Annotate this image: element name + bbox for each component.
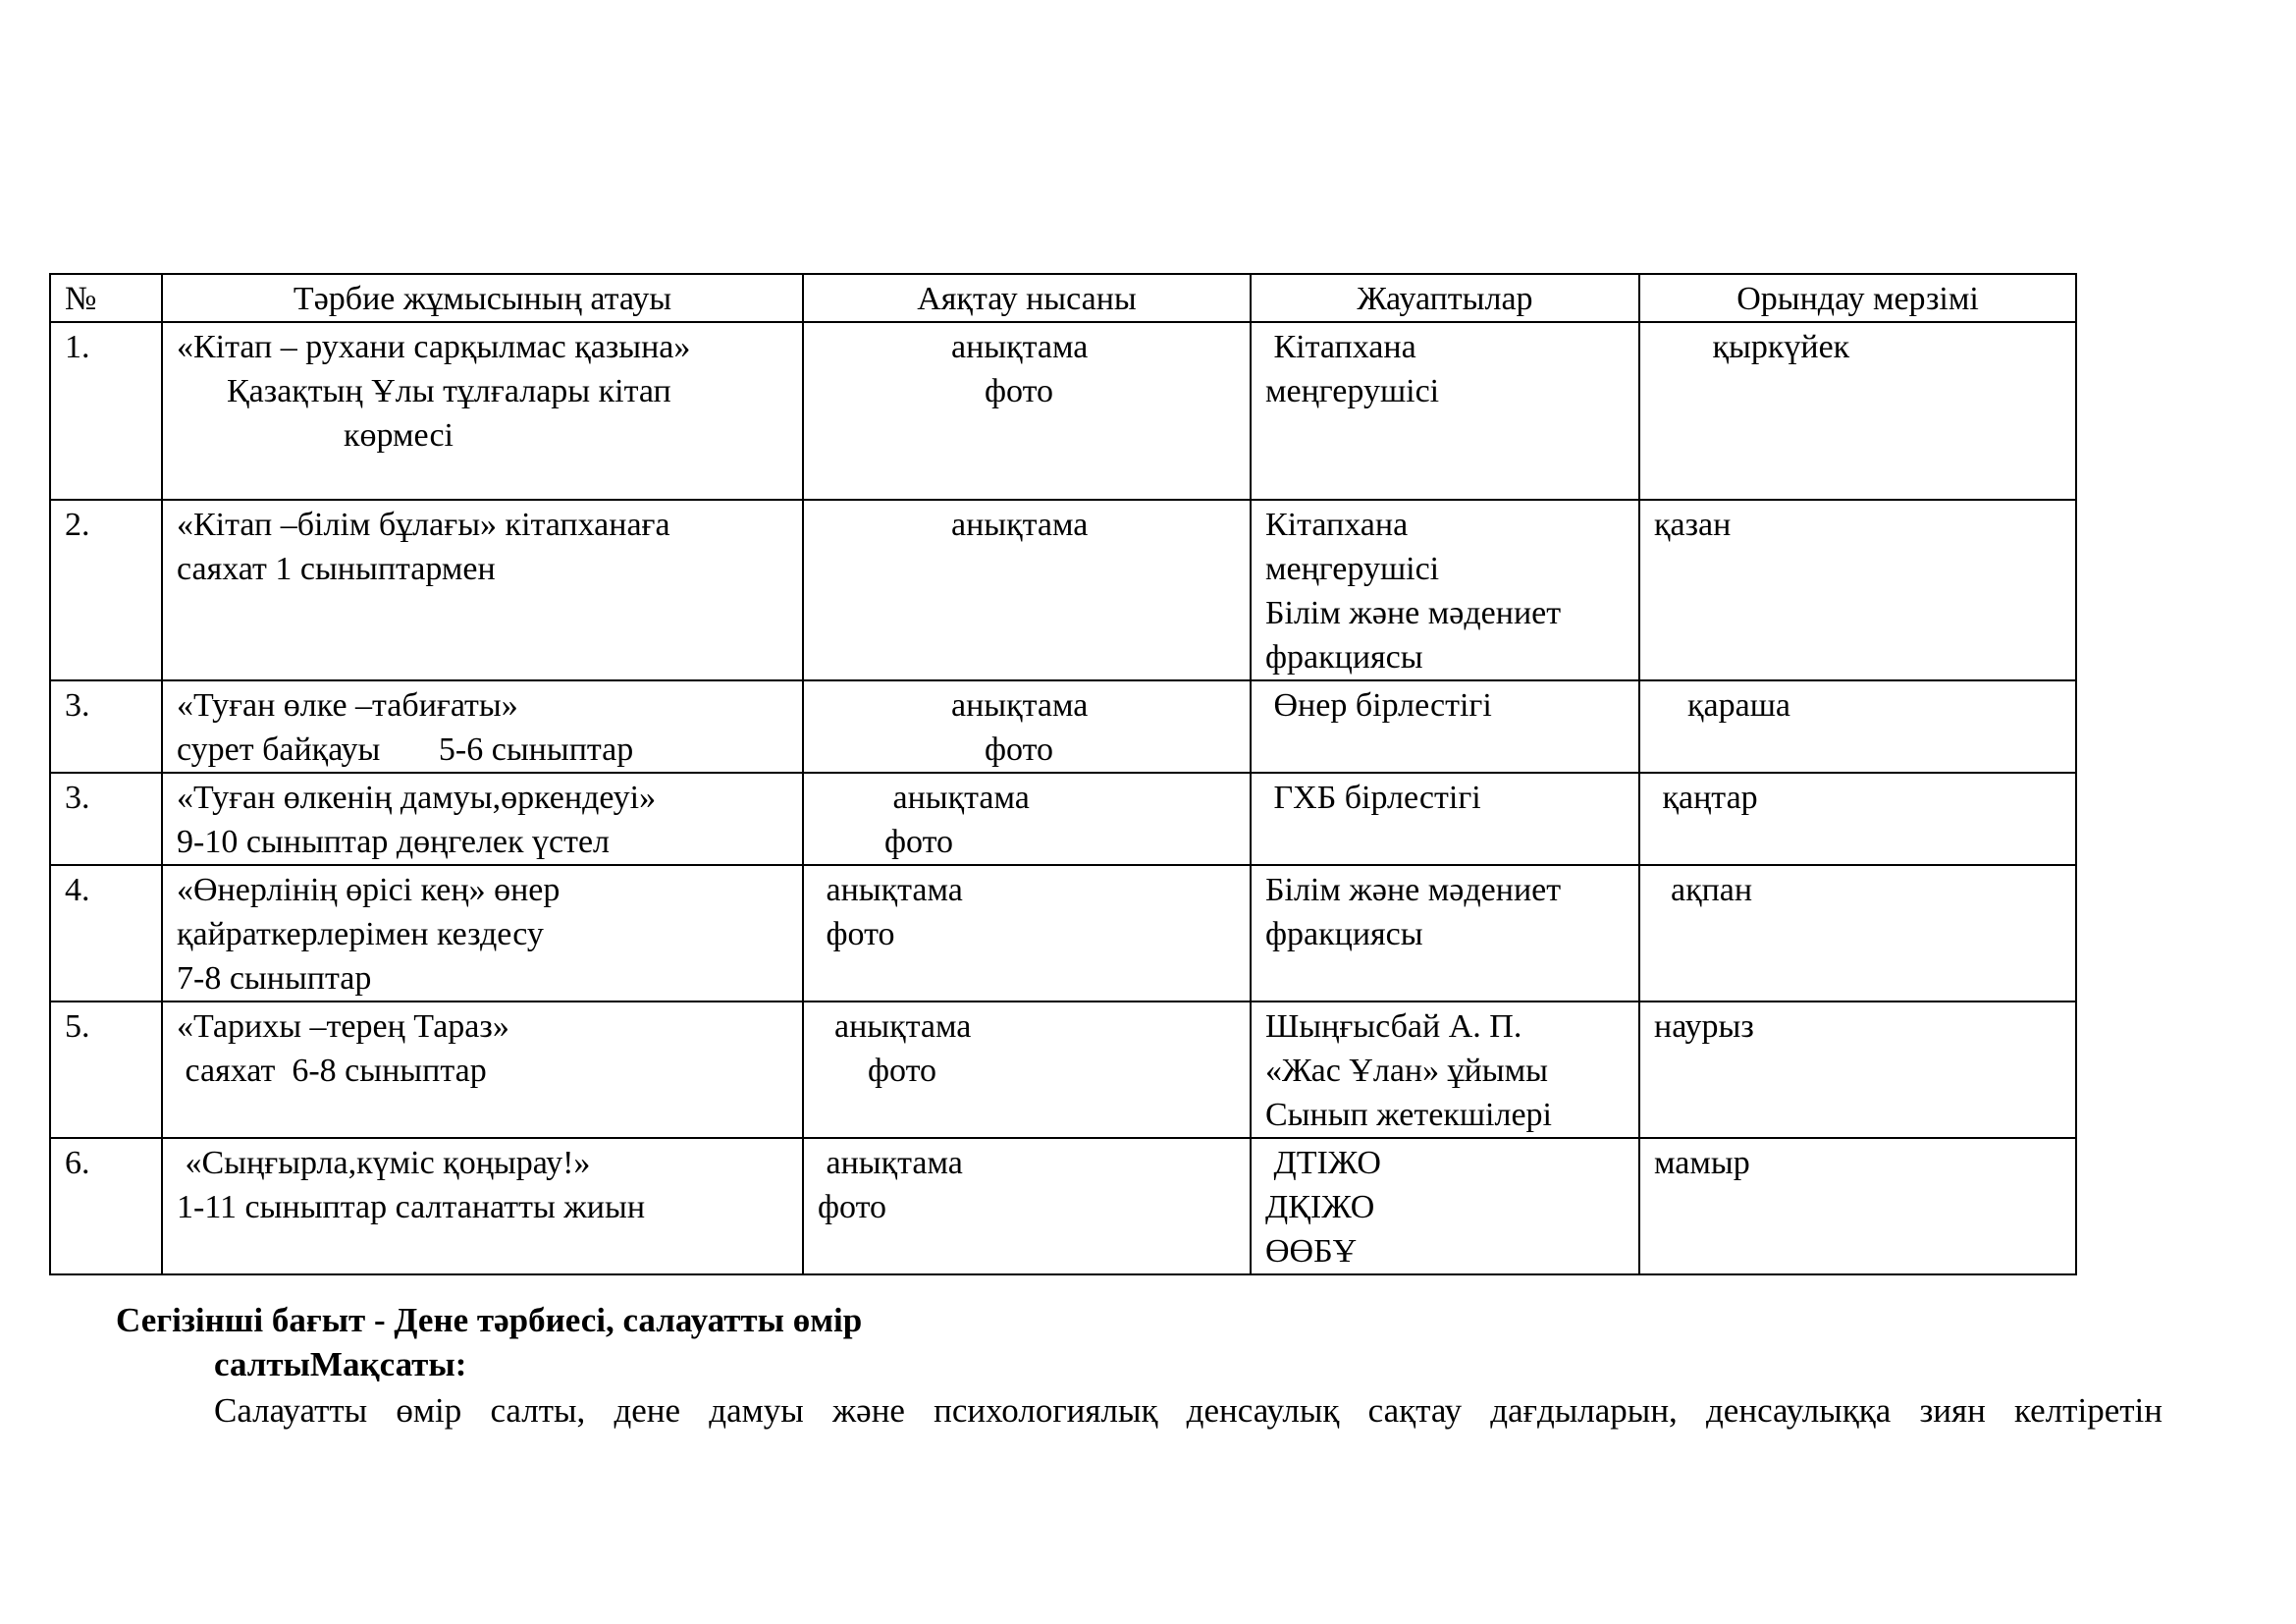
table-header-row bbox=[50, 274, 2076, 322]
table-row bbox=[50, 500, 2076, 680]
row-activity-title: «Өнерлінің өрісі кең» өнер қайраткерлерімен кездесу 7-8 сыныптар bbox=[162, 865, 803, 1001]
row-number: 4. bbox=[50, 865, 162, 1001]
row-deadline: қазан bbox=[1639, 500, 2076, 680]
row-responsible: Өнер бірлестігі bbox=[1251, 680, 1639, 773]
row-activity-title: «Сыңғырла,күміс қоңырау!» 1-11 сыныптар салтанатты жиын bbox=[162, 1138, 803, 1274]
row-number: 2. bbox=[50, 500, 162, 680]
row-deadline: қараша bbox=[1639, 680, 2076, 773]
row-number: 3. bbox=[50, 680, 162, 773]
header-completion-form: Аяқтау нысаны bbox=[803, 274, 1251, 322]
table-row bbox=[50, 1138, 2076, 1274]
section-heading bbox=[116, 1298, 862, 1386]
row-activity-title: «Тарихы –терең Тараз» саяхат 6-8 сыныптар bbox=[162, 1001, 803, 1138]
row-deadline: мамыр bbox=[1639, 1138, 2076, 1274]
row-completion-form: анықтама фото bbox=[803, 1001, 1251, 1138]
section-heading-line1: Сегізінші бағыт - Дене тәрбиесі, салауатты өмір bbox=[116, 1301, 863, 1339]
row-activity-title: «Туған өлкенің дамуы,өркендеуі» 9-10 сыныптар дөңгелек үстел bbox=[162, 773, 803, 865]
row-responsible: ДТІЖО ДҚІЖО ӨӨБҰ bbox=[1251, 1138, 1639, 1274]
header-deadline: Орындау мерзімі bbox=[1639, 274, 2076, 322]
row-activity-title: «Кітап –білім бұлағы» кітапханаға саяхат 1 сыныптармен bbox=[162, 500, 803, 680]
row-deadline: қыркүйек bbox=[1639, 322, 2076, 500]
row-completion-form: анықтама фото bbox=[803, 322, 1251, 500]
header-number: № bbox=[50, 274, 162, 322]
table-row bbox=[50, 773, 2076, 865]
row-deadline: қаңтар bbox=[1639, 773, 2076, 865]
row-completion-form: анықтама фото bbox=[803, 865, 1251, 1001]
goal-paragraph: Салауатты өмір салты, дене дамуы және психологиялық денсаулық сақтау дағдыларын, денсаулыққа зиян келтіретін bbox=[214, 1391, 2163, 1430]
row-completion-form: анықтама bbox=[803, 500, 1251, 680]
row-number: 1. bbox=[50, 322, 162, 500]
row-activity-title: «Кітап – рухани сарқылмас қазына» Қазақтың Ұлы тұлғалары кітап көрмесі bbox=[162, 322, 803, 500]
row-responsible: Кітапхана меңгерушісі Білім және мәдениет фракциясы bbox=[1251, 500, 1639, 680]
table-row bbox=[50, 865, 2076, 1001]
table-row bbox=[50, 680, 2076, 773]
row-responsible: Кітапхана меңгерушісі bbox=[1251, 322, 1639, 500]
row-responsible: Білім және мәдениет фракциясы bbox=[1251, 865, 1639, 1001]
row-completion-form: анықтама фото bbox=[803, 680, 1251, 773]
row-deadline: ақпан bbox=[1639, 865, 2076, 1001]
row-number: 6. bbox=[50, 1138, 162, 1274]
row-deadline: наурыз bbox=[1639, 1001, 2076, 1138]
table-row bbox=[50, 1001, 2076, 1138]
row-activity-title: «Туған өлке –табиғаты» сурет байқауы 5-6 сыныптар bbox=[162, 680, 803, 773]
row-number: 3. bbox=[50, 773, 162, 865]
table-row bbox=[50, 322, 2076, 500]
row-number: 5. bbox=[50, 1001, 162, 1138]
row-responsible: ГХБ бірлестігі bbox=[1251, 773, 1639, 865]
section-heading-line2: салтыМақсаты: bbox=[214, 1345, 467, 1383]
header-activity-title: Тәрбие жұмысының атауы bbox=[162, 274, 803, 322]
row-completion-form: анықтама фото bbox=[803, 773, 1251, 865]
header-responsible: Жауаптылар bbox=[1251, 274, 1639, 322]
work-plan-table bbox=[49, 273, 2077, 1275]
row-completion-form: анықтама фото bbox=[803, 1138, 1251, 1274]
row-responsible: Шыңғысбай А. П. «Жас Ұлан» ұйымы Сынып жетекшілері bbox=[1251, 1001, 1639, 1138]
